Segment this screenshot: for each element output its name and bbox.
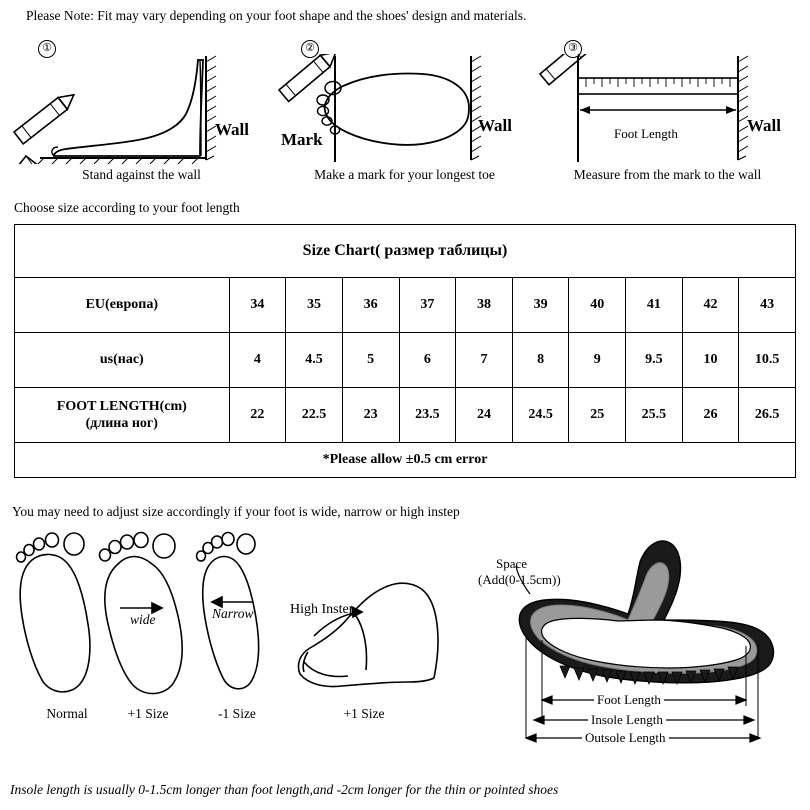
cell-us-1: 4.5 — [286, 333, 343, 388]
step-3-illustration — [536, 54, 799, 164]
high-instep-shape — [298, 583, 438, 686]
table-row — [15, 388, 796, 443]
cell-fl-9: 26.5 — [739, 388, 796, 443]
cell-eu-0: 34 — [229, 278, 286, 333]
row-header-us: us(нас) — [15, 333, 230, 388]
step-3-foot-length-label: Foot Length — [614, 126, 678, 141]
step-2-caption: Make a mark for your longest toe — [314, 167, 495, 182]
size-chart-table — [14, 224, 796, 478]
cell-us-5: 8 — [512, 333, 569, 388]
cell-eu-6: 40 — [569, 278, 626, 333]
cell-us-2: 5 — [342, 333, 399, 388]
cell-fl-2: 23 — [342, 388, 399, 443]
row-header-eu: EU(европа) — [15, 278, 230, 333]
cell-fl-3: 23.5 — [399, 388, 456, 443]
table-row — [15, 333, 796, 388]
step-3-caption: Measure from the mark to the wall — [573, 167, 762, 182]
cell-us-0: 4 — [229, 333, 286, 388]
table-title-row — [15, 225, 796, 278]
step-1-number: ① — [38, 40, 56, 58]
measure-steps — [10, 36, 800, 196]
cell-us-3: 6 — [399, 333, 456, 388]
top-note: Please Note: Fit may vary depending on your foot shape and the shoes' design and materials. — [26, 8, 527, 23]
space-label-line2: (Add(0-1.5cm)) — [478, 572, 561, 587]
foot-shape-illustrations — [8, 524, 478, 739]
row-header-foot-length-line2: (длина ног) — [85, 416, 158, 431]
cell-eu-5: 39 — [512, 278, 569, 333]
space-label-line1: Space — [496, 556, 528, 571]
table-error-note: *Please allow ±0.5 cm error — [15, 443, 796, 478]
step-1-wall-label: Wall — [215, 120, 250, 139]
cell-fl-4: 24 — [456, 388, 513, 443]
step-1-illustration — [10, 54, 273, 164]
foot-length-measure-label: Foot Length — [594, 692, 664, 708]
table-row — [15, 278, 796, 333]
cell-us-9: 10.5 — [739, 333, 796, 388]
bottom-note: Insole length is usually 0-1.5cm longer than foot length,and -2cm longer for the thin or pointed shoes — [10, 782, 559, 797]
cell-eu-4: 38 — [456, 278, 513, 333]
foot-caption-high-instep: +1 Size — [343, 706, 385, 721]
cell-fl-0: 22 — [229, 388, 286, 443]
step-2-mark-label: Mark — [281, 130, 323, 149]
choose-size-note: Choose size according to your foot length — [14, 200, 240, 215]
cell-fl-1: 22.5 — [286, 388, 343, 443]
step-2-wall-label: Wall — [478, 116, 513, 135]
step-1 — [10, 36, 273, 196]
cell-eu-2: 36 — [342, 278, 399, 333]
cell-us-8: 10 — [682, 333, 739, 388]
table-note-row — [15, 443, 796, 478]
cell-us-4: 7 — [456, 333, 513, 388]
cell-eu-8: 42 — [682, 278, 739, 333]
step-3-wall-label: Wall — [747, 116, 782, 135]
step-2 — [273, 36, 536, 196]
row-header-foot-length — [15, 388, 230, 443]
shoe-measure-diagram — [470, 516, 806, 756]
insole-length-measure-label: Insole Length — [588, 712, 666, 728]
wide-label: wide — [130, 612, 156, 627]
table-title: Size Chart( размер таблицы) — [15, 225, 796, 278]
adjust-note: You may need to adjust size accordingly if your foot is wide, narrow or high instep — [12, 504, 460, 519]
cell-fl-6: 25 — [569, 388, 626, 443]
foot-caption-narrow: -1 Size — [218, 706, 256, 721]
cell-eu-1: 35 — [286, 278, 343, 333]
cell-fl-7: 25.5 — [626, 388, 683, 443]
step-2-number: ② — [301, 40, 319, 58]
foot-caption-wide: +1 Size — [127, 706, 169, 721]
outsole-length-measure-label: Outsole Length — [582, 730, 669, 746]
row-header-foot-length-line1: FOOT LENGTH(cm) — [56, 398, 187, 414]
cell-eu-7: 41 — [626, 278, 683, 333]
step-1-caption: Stand against the wall — [82, 167, 201, 182]
high-instep-label: High Instep — [290, 602, 356, 617]
cell-fl-5: 24.5 — [512, 388, 569, 443]
step-3 — [536, 36, 799, 196]
normal-foot-shape — [17, 533, 90, 692]
cell-fl-8: 26 — [682, 388, 739, 443]
cell-eu-3: 37 — [399, 278, 456, 333]
step-3-number: ③ — [564, 40, 582, 58]
narrow-label: Narrow — [212, 606, 254, 621]
cell-us-7: 9.5 — [626, 333, 683, 388]
cell-eu-9: 43 — [739, 278, 796, 333]
cell-us-6: 9 — [569, 333, 626, 388]
foot-caption-normal: Normal — [46, 706, 88, 721]
